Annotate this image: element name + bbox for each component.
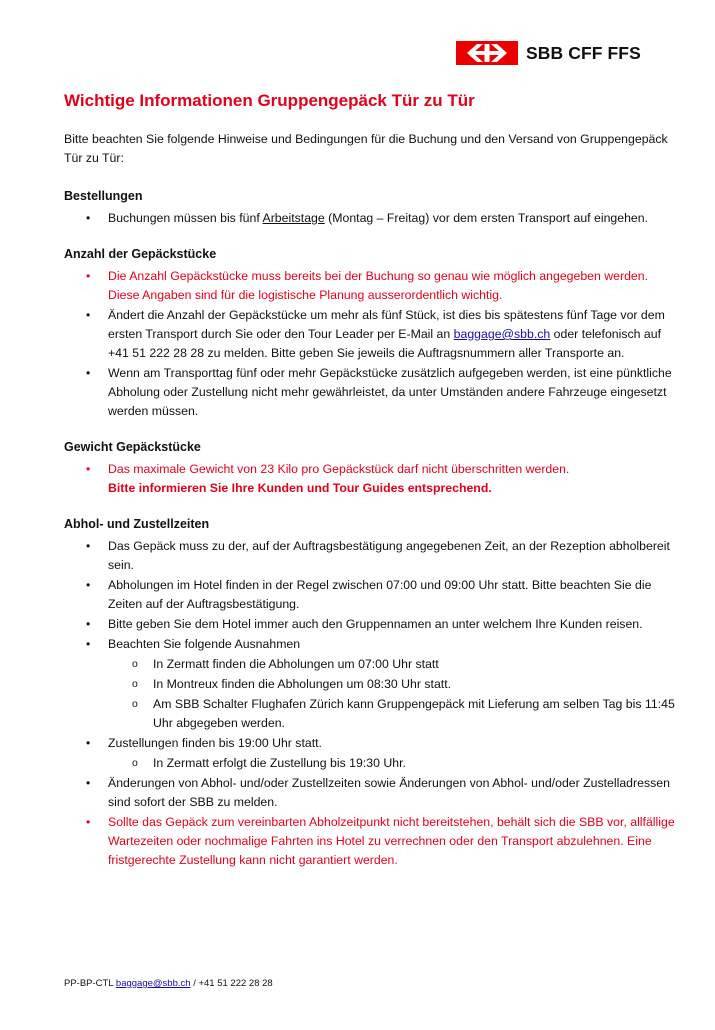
list-item: • Buchungen müssen bis fünf Arbeitstage (Montag – Freitag) vor dem ersten Transport auf eingehen. [64,209,679,228]
sbb-logo [456,41,641,65]
sublist-ausnahmen [108,655,679,733]
list-bestellungen [64,209,679,228]
list-item: • Die Anzahl Gepäckstücke muss bereits bei der Buchung so genau wie möglich angegeben werden. Diese Angaben sind für die logistische Planung ausserordentlich wichtig. [64,267,679,305]
list-item: • Das Gepäck muss zu der, auf der Auftragsbestätigung angegebenen Zeit, an der Rezeption abholbereit sein. [64,537,679,575]
sub-list-item: o In Zermatt erfolgt die Zustellung bis 19:30 Uhr. [108,754,679,773]
underlined-term: Arbeitstage [262,211,325,225]
footer [64,978,273,989]
footer-phone: / +41 51 222 28 28 [193,978,273,989]
list-item: • Bitte geben Sie dem Hotel immer auch den Gruppennamen an unter welchem Ihre Kunden reisen. [64,615,679,634]
list-item: • Ändert die Anzahl der Gepäckstücke um mehr als fünf Stück, ist dies bis spätestens fünf Tage vor dem ersten Transport durch Sie oder den Tour Leader per E-Mail an baggage@sbb.ch oder telefonisch auf +41 51 222 28 28 zu melden. Bitte geben Sie jeweils die Auftragsnummern aller Transporte an. [64,306,679,363]
list-item: • Beachten Sie folgende Ausnahmen o In Zermatt finden die Abholungen um 07:00 Uhr statt o In Montreux finden die Abholungen um 08:30 Uhr statt. o Am SBB Schalter Flughafen Zürich kann Gruppengepäck mit Lieferung am selben Tag bis 11:45 Uhr abgegeben werden. [64,635,679,733]
list-item: • Wenn am Transporttag fünf oder mehr Gepäckstücke zusätzlich aufgegeben werden, ist eine pünktliche Abholung oder Zustellung nicht mehr gewährleistet, da unter Umständen andere Fahrzeuge eingesetzt werden müssen. [64,364,679,421]
list-anzahl [64,267,679,421]
bold-notice: Bitte informieren Sie Ihre Kunden und Tour Guides entsprechend. [108,481,492,495]
page-title: Wichtige Informationen Gruppengepäck Tür zu Tür [64,91,475,110]
heading-anzahl: Anzahl der Gepäckstücke [64,247,217,261]
list-zeiten [64,537,679,870]
list-gewicht [64,460,679,498]
heading-bestellungen: Bestellungen [64,189,143,203]
sub-list-item: o In Zermatt finden die Abholungen um 07:00 Uhr statt [108,655,679,674]
list-item: • Zustellungen finden bis 19:00 Uhr statt. o In Zermatt erfolgt die Zustellung bis 19:30 Uhr. [64,734,679,773]
sub-list-item: o In Montreux finden die Abholungen um 08:30 Uhr statt. [108,675,679,694]
footer-code: PP-BP-CTL [64,978,114,989]
footer-email-link[interactable]: baggage@sbb.ch [115,978,191,989]
sub-list-item: o Am SBB Schalter Flughafen Zürich kann Gruppengepäck mit Lieferung am selben Tag bis 11:45 Uhr abgegeben werden. [108,695,679,733]
sbb-arrows-icon [456,41,518,65]
heading-zeiten: Abhol- und Zustellzeiten [64,517,210,531]
intro-text: Bitte beachten Sie folgende Hinweise und Bedingungen für die Buchung und den Versand von Gruppengepäck Tür zu Tür: [64,132,668,165]
document-body [64,90,679,887]
brand-wordmark: SBB CFF FFS [526,42,641,63]
list-item: • Änderungen von Abhol- und/oder Zustellzeiten sowie Änderungen von Abhol- und/oder Zustelladressen sind sofort der SBB zu melden. [64,774,679,812]
list-item: • Das maximale Gewicht von 23 Kilo pro Gepäckstück darf nicht überschritten werden. Bitte informieren Sie Ihre Kunden und Tour Guides entsprechend. [64,460,679,498]
email-link[interactable]: baggage@sbb.ch [453,327,551,341]
heading-gewicht: Gewicht Gepäckstücke [64,440,201,454]
list-item: • Abholungen im Hotel finden in der Regel zwischen 07:00 und 09:00 Uhr statt. Bitte beachten Sie die Zeiten auf der Auftragsbestätigung. [64,576,679,614]
list-item: • Sollte das Gepäck zum vereinbarten Abholzeitpunkt nicht bereitstehen, behält sich die SBB vor, allfällige Wartezeiten oder nochmalige Fahrten ins Hotel zu verrechnen oder den Transport abzulehnen. Eine fristgerechte Zustellung kann nicht garantiert werden. [64,813,679,870]
sublist-zustellung [108,754,679,773]
